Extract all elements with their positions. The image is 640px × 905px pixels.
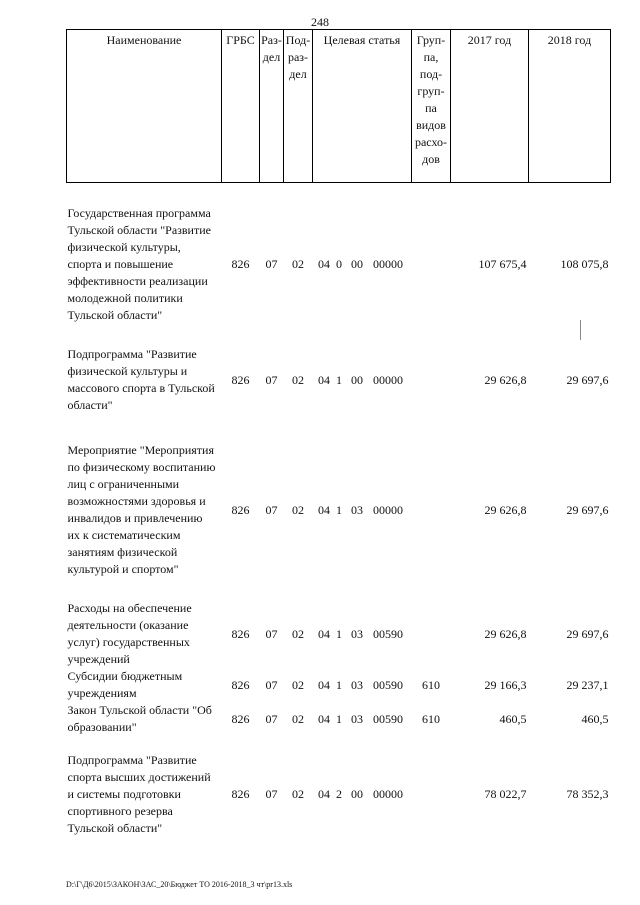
row-grbs: 826: [231, 502, 250, 517]
row-group: 610: [422, 711, 440, 726]
row-subsection: 02: [292, 626, 304, 641]
row-group: [412, 442, 451, 578]
header-subsection: Под-раз-дел: [284, 30, 313, 183]
row-group: [412, 752, 451, 837]
row-subsection: 02: [292, 257, 304, 271]
row-grbs: 826: [231, 257, 250, 271]
row-subsection: 02: [292, 711, 304, 726]
row-grbs: 826: [231, 711, 250, 726]
row-section: 07: [265, 787, 278, 801]
row-name: Подпрограмма "Развитие физической культуры и массового спорта в Тульской области": [67, 347, 215, 412]
header-2018: 2018 год: [529, 30, 611, 183]
table-row: [67, 702, 611, 736]
table-row: [67, 205, 611, 324]
row-name: Государственная программа Тульской области "Развитие физической культуры, спорта и повышение эффективности реализации молодежной политики Тульской области": [67, 206, 211, 322]
row-section: 07: [265, 257, 278, 271]
row-section: 07: [265, 372, 278, 387]
row-target: 04 1 00 00000: [318, 372, 403, 387]
row-2018: 29 697,6: [566, 626, 609, 641]
row-name: Расходы на обеспечение деятельности (оказание услуг) государственных учреждений: [67, 601, 192, 666]
table-row: [67, 346, 611, 414]
row-2018: 29 237,1: [566, 677, 609, 692]
row-group: 610: [422, 677, 440, 692]
row-target: 04 1 03 00590: [318, 626, 403, 641]
row-section: 07: [265, 502, 278, 517]
row-target: 04 0 00 00000: [318, 257, 403, 271]
row-section: 07: [265, 711, 278, 726]
file-path-footer: D:\Г\Д6\2015\ЗАКОН\ЗАС_20\Бюджет ТО 2016-2018_3 чт\pr13.xls: [66, 880, 293, 889]
header-group: Груп-па, под-груп-па видов расхо-дов: [412, 30, 451, 183]
row-grbs: 826: [231, 787, 250, 801]
row-2017: 29 166,3: [484, 677, 527, 692]
row-group: [412, 205, 451, 324]
row-target: 04 1 03 00000: [318, 502, 403, 517]
row-group: [412, 346, 451, 414]
row-name: Подпрограмма "Развитие спорта высших достижений и системы подготовки спортивного резерва Тульской области": [67, 753, 211, 835]
row-2017: 107 675,4: [478, 257, 527, 271]
row-2017: 29 626,8: [484, 372, 527, 387]
row-2017: 460,5: [499, 711, 527, 726]
table-row: [67, 442, 611, 578]
header-grbs: ГРБС: [222, 30, 260, 183]
row-name: Субсидии бюджетным учреждениям: [67, 669, 183, 700]
row-2018: 78 352,3: [566, 787, 609, 801]
row-target: 04 1 03 00590: [318, 677, 403, 692]
table-row: [67, 600, 611, 668]
row-2018: 108 075,8: [560, 257, 609, 271]
row-group: [412, 600, 451, 668]
table-row: [67, 668, 611, 702]
header-target: Целевая статья: [313, 30, 412, 183]
row-target: 04 1 03 00590: [318, 711, 403, 726]
row-name: Мероприятие "Мероприятия по физическому воспитанию лиц с ограниченными возможностями здоровья и инвалидов и привлечению их к систематическим занятиям физической культурой и спортом": [67, 443, 216, 576]
row-2018: 460,5: [581, 711, 609, 726]
row-section: 07: [265, 626, 278, 641]
header-name: Наименование: [67, 30, 222, 183]
header-row: [67, 30, 611, 183]
page-number: 248: [311, 15, 329, 29]
row-2018: 29 697,6: [566, 502, 609, 517]
row-2017: 78 022,7: [484, 787, 527, 801]
row-subsection: 02: [292, 787, 304, 801]
table-row: [67, 752, 611, 837]
row-2018: 29 697,6: [566, 372, 609, 387]
row-section: 07: [265, 677, 278, 692]
row-subsection: 02: [292, 677, 304, 692]
budget-table: [66, 29, 611, 837]
row-subsection: 02: [292, 502, 304, 517]
row-grbs: 826: [231, 677, 250, 692]
header-section: Раз-дел: [260, 30, 284, 183]
row-name: Закон Тульской области "Об образовании": [67, 703, 212, 734]
row-subsection: 02: [292, 372, 304, 387]
header-2017: 2017 год: [451, 30, 529, 183]
row-2017: 29 626,8: [484, 502, 527, 517]
row-target: 04 2 00 00000: [318, 787, 403, 801]
row-grbs: 826: [231, 626, 250, 641]
row-grbs: 826: [231, 372, 250, 387]
table-body: [67, 183, 611, 838]
row-2017: 29 626,8: [484, 626, 527, 641]
